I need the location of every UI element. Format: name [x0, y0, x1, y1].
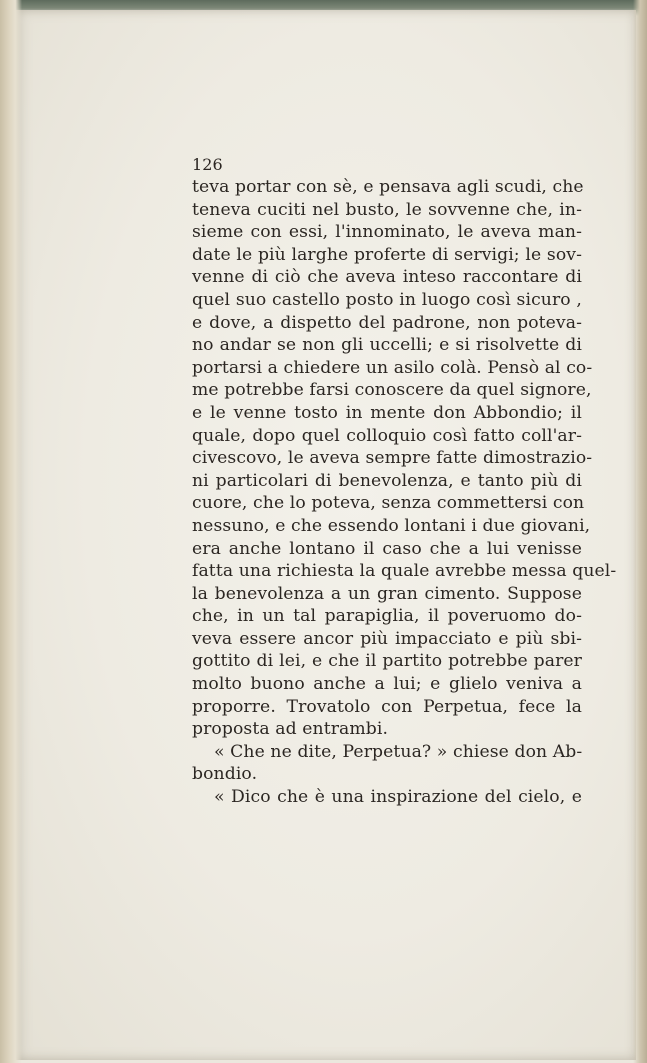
text-line: no andar se non gli uccelli; e si risolvette di [192, 335, 582, 356]
text-line: e le venne tosto in mente don Abbondio; il [192, 402, 582, 423]
text-line: me potrebbe farsi conoscere da quel signore, [192, 380, 592, 401]
text-line: quale, dopo quel colloquio così fatto coll'ar- [192, 425, 582, 446]
text-line: bondio. [192, 764, 258, 785]
text-line: proporre. Trovatolo con Perpetua, fece la [192, 696, 582, 717]
text-line: fatta una richiesta la quale avrebbe messa quel- [192, 561, 617, 582]
text-line: era anche lontano il caso che a lui venisse [192, 538, 582, 559]
text-line: teva portar con sè, e pensava agli scudi, che [192, 177, 584, 197]
page-text-block [192, 154, 617, 809]
text-line: proposta ad entrambi. [192, 719, 389, 740]
text-line: « Che ne dite, Perpetua? » chiese don Ab- [214, 741, 583, 762]
page-number: 126 [192, 155, 223, 174]
text-line: che, in un tal parapiglia, il poveruomo do- [192, 606, 582, 627]
text-line: ni particolari di benevolenza, e tanto più di [192, 470, 582, 491]
book-spine-shadow [0, 0, 22, 1063]
text-line: la benevolenza a un gran cimento. Suppose [192, 583, 582, 604]
text-line: quel suo castello posto in luogo così sicuro , [192, 289, 582, 310]
text-line: cuore, che lo poteva, senza commettersi con [192, 493, 585, 514]
text-line: e dove, a dispetto del padrone, non poteva- [192, 312, 582, 333]
text-line: teneva cuciti nel busto, le sovvenne che, in- [192, 199, 582, 220]
text-line: nessuno, e che essendo lontani i due giovani, [192, 515, 591, 536]
text-line: molto buono anche a lui; e glielo veniva a [192, 674, 582, 695]
text-line: « Dico che è una inspirazione del cielo, e [214, 787, 582, 808]
text-line: sieme con essi, l'innominato, le aveva man- [192, 222, 582, 243]
text-lines [192, 176, 617, 809]
text-line: venne di ciò che aveva inteso raccontare di [192, 267, 582, 288]
page-edge [633, 0, 647, 1063]
text-line: date le più larghe proferte di servigi; le sov- [192, 244, 582, 265]
text-line: veva essere ancor più impacciato e più sbi- [192, 628, 582, 649]
text-line: civescovo, le aveva sempre fatte dimostrazio- [192, 448, 593, 469]
text-line: portarsi a chiedere un asilo colà. Pensò al co- [192, 357, 593, 378]
text-line: gottito di lei, e che il partito potrebbe parer [192, 651, 582, 672]
